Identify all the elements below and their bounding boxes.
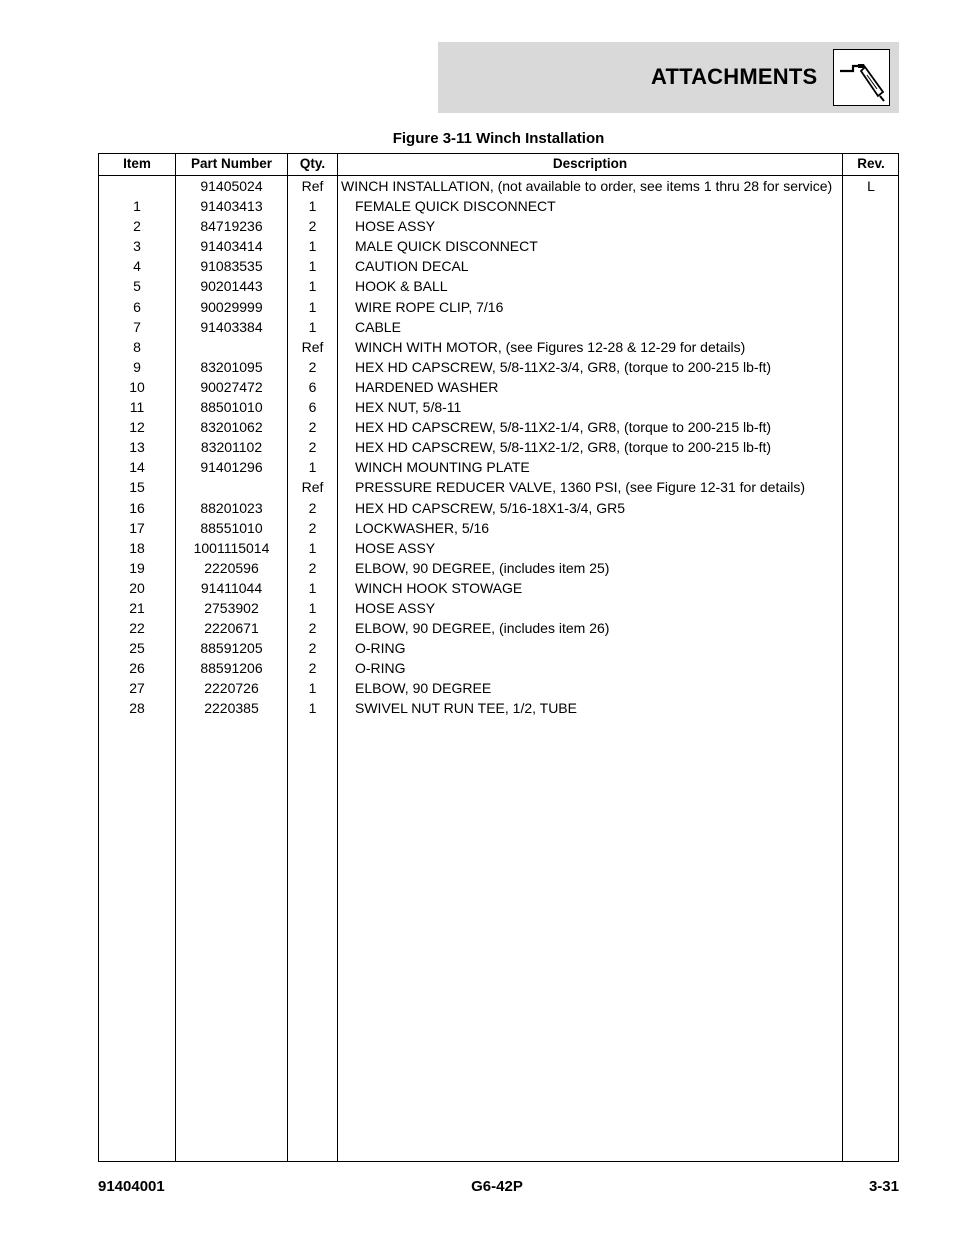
item-cell: 13 <box>129 439 145 456</box>
table-row <box>99 477 898 497</box>
part-number-cell: 88551010 <box>200 519 263 536</box>
table-row <box>99 417 898 437</box>
parts-table <box>98 153 899 1162</box>
qty-cell: 1 <box>308 459 317 476</box>
description-cell: LOCKWASHER, 5/16 <box>355 519 490 536</box>
part-number-cell: 2753902 <box>204 599 259 616</box>
description-cell: WIRE ROPE CLIP, 7/16 <box>355 298 504 315</box>
table-row <box>99 337 898 357</box>
qty-cell: 1 <box>308 579 317 596</box>
table-row <box>99 437 898 457</box>
table-row <box>99 538 898 558</box>
table-body <box>99 176 898 719</box>
table-row <box>99 638 898 658</box>
description-cell: CABLE <box>355 318 401 335</box>
part-number-cell: 84719236 <box>200 218 263 235</box>
part-number-cell: 91405024 <box>200 178 263 194</box>
qty-cell: 2 <box>308 439 317 456</box>
qty-cell: 2 <box>308 640 317 657</box>
table-row <box>99 196 898 216</box>
description-cell: WINCH INSTALLATION, (not available to order, see items 1 thru 28 for service) <box>341 178 833 194</box>
part-number-cell: 88591206 <box>200 660 263 677</box>
item-cell: 2 <box>133 218 141 235</box>
part-number-cell: 2220596 <box>204 559 259 576</box>
item-cell: 21 <box>129 599 145 616</box>
item-cell: 15 <box>129 479 145 496</box>
qty-cell: 2 <box>308 559 317 576</box>
part-number-cell: 83201095 <box>200 358 263 375</box>
part-number-cell: 88591205 <box>200 640 263 657</box>
table-row <box>99 377 898 397</box>
part-number-cell: 2220726 <box>204 680 259 697</box>
item-cell: 28 <box>129 700 145 717</box>
part-number-cell: 88501010 <box>200 399 263 416</box>
table-row <box>99 176 898 196</box>
qty-cell: 1 <box>308 539 317 556</box>
header-item: Item <box>123 156 151 171</box>
section-title: ATTACHMENTS <box>651 64 818 89</box>
description-cell: HEX HD CAPSCREW, 5/8-11X2-1/2, GR8, (torque to 200-215 lb-ft) <box>355 439 772 456</box>
description-cell: WINCH MOUNTING PLATE <box>355 459 530 476</box>
table-row <box>99 518 898 538</box>
part-number-cell: 91403413 <box>200 198 263 215</box>
figure-title: Figure 3-11 Winch Installation <box>392 130 605 147</box>
part-number-cell: 83201062 <box>200 419 263 436</box>
qty-cell: 2 <box>308 660 317 677</box>
footer-model: G6-42P <box>471 1178 523 1195</box>
header-rev: Rev. <box>857 156 885 171</box>
table-row <box>99 698 898 718</box>
item-cell: 8 <box>133 338 141 355</box>
item-cell: 20 <box>129 579 145 596</box>
description-cell: O-RING <box>355 660 406 677</box>
table-row <box>99 678 898 698</box>
table-row <box>99 317 898 337</box>
footer-document-number: 91404001 <box>98 1178 165 1195</box>
description-cell: MALE QUICK DISCONNECT <box>355 238 538 255</box>
qty-cell: 2 <box>308 358 317 375</box>
description-cell: HEX HD CAPSCREW, 5/8-11X2-1/4, GR8, (torque to 200-215 lb-ft) <box>355 419 772 436</box>
welding-torch-icon <box>833 49 890 106</box>
qty-cell: 1 <box>308 258 317 275</box>
description-cell: ELBOW, 90 DEGREE, (includes item 25) <box>355 559 610 576</box>
qty-cell: 2 <box>308 499 317 516</box>
qty-cell: 2 <box>308 419 317 436</box>
part-number-cell: 91403384 <box>200 318 263 335</box>
description-cell: ELBOW, 90 DEGREE <box>355 680 492 697</box>
description-cell: PRESSURE REDUCER VALVE, 1360 PSI, (see Figure 12-31 for details) <box>355 479 805 496</box>
description-cell: SWIVEL NUT RUN TEE, 1/2, TUBE <box>355 700 577 717</box>
part-number-cell: 1001115014 <box>193 539 270 556</box>
item-cell: 10 <box>129 378 145 395</box>
description-cell: HOSE ASSY <box>355 218 436 235</box>
qty-cell: 1 <box>308 599 317 616</box>
item-cell: 12 <box>129 419 145 436</box>
qty-cell: 1 <box>308 198 317 215</box>
qty-cell: 1 <box>308 680 317 697</box>
part-number-cell: 88201023 <box>200 499 263 516</box>
part-number-cell: 91411044 <box>200 579 263 596</box>
header-qty: Qty. <box>299 156 326 171</box>
part-number-cell: 91083535 <box>200 258 263 275</box>
table-row <box>99 256 898 276</box>
part-number-cell: 90029999 <box>200 298 263 315</box>
table-row <box>99 457 898 477</box>
qty-cell: 2 <box>308 620 317 637</box>
description-cell: ELBOW, 90 DEGREE, (includes item 26) <box>355 620 610 637</box>
description-cell: WINCH HOOK STOWAGE <box>355 579 523 596</box>
table-row <box>99 598 898 618</box>
qty-cell: 2 <box>308 519 317 536</box>
qty-cell: 1 <box>308 318 317 335</box>
item-cell: 6 <box>133 298 141 315</box>
description-cell: O-RING <box>355 640 406 657</box>
part-number-cell: 2220385 <box>204 700 259 717</box>
rev-cell: L <box>867 178 875 194</box>
header-description: Description <box>552 156 628 171</box>
description-cell: HOSE ASSY <box>355 539 436 556</box>
qty-cell: Ref <box>301 178 324 194</box>
item-cell: 1 <box>133 198 141 215</box>
item-cell: 11 <box>129 399 145 416</box>
item-cell: 17 <box>129 519 145 536</box>
footer-page-number: 3-31 <box>868 1178 899 1195</box>
description-cell: HOSE ASSY <box>355 599 436 616</box>
qty-cell: 1 <box>308 298 317 315</box>
table-row <box>99 297 898 317</box>
part-number-cell: 2220671 <box>204 620 259 637</box>
qty-cell: Ref <box>301 479 324 496</box>
description-cell: WINCH WITH MOTOR, (see Figures 12-28 & 12-29 for details) <box>355 338 746 355</box>
table-row <box>99 236 898 256</box>
header-part-number: Part Number <box>190 156 273 171</box>
item-cell: 9 <box>133 358 141 375</box>
part-number-cell: 91403414 <box>200 238 263 255</box>
table-row <box>99 276 898 296</box>
item-cell: 19 <box>129 559 145 576</box>
part-number-cell: 83201102 <box>200 439 263 456</box>
description-cell: HEX HD CAPSCREW, 5/8-11X2-3/4, GR8, (torque to 200-215 lb-ft) <box>355 358 772 375</box>
table-row <box>99 578 898 598</box>
description-cell: FEMALE QUICK DISCONNECT <box>355 198 556 215</box>
qty-cell: Ref <box>301 338 324 355</box>
description-cell: HEX HD CAPSCREW, 5/16-18X1-3/4, GR5 <box>355 499 625 516</box>
description-cell: CAUTION DECAL <box>355 258 469 275</box>
description-cell: HOOK & BALL <box>355 278 448 295</box>
part-number-cell: 90201443 <box>200 278 263 295</box>
item-cell: 26 <box>129 660 145 677</box>
table-row <box>99 658 898 678</box>
description-cell: HARDENED WASHER <box>355 378 499 395</box>
item-cell: 16 <box>129 499 145 516</box>
qty-cell: 1 <box>308 700 317 717</box>
qty-cell: 6 <box>308 378 317 395</box>
item-cell: 7 <box>133 318 141 335</box>
table-row <box>99 618 898 638</box>
table-row <box>99 357 898 377</box>
item-cell: 14 <box>129 459 145 476</box>
description-cell: HEX NUT, 5/8-11 <box>355 399 462 416</box>
table-row <box>99 397 898 417</box>
table-row <box>99 558 898 578</box>
item-cell: 18 <box>129 539 145 556</box>
item-cell: 5 <box>133 278 141 295</box>
table-row <box>99 498 898 518</box>
item-cell: 22 <box>129 620 145 637</box>
qty-cell: 1 <box>308 238 317 255</box>
qty-cell: 1 <box>308 278 317 295</box>
item-cell: 25 <box>129 640 145 657</box>
qty-cell: 6 <box>308 399 317 416</box>
item-cell: 27 <box>129 680 145 697</box>
part-number-cell: 90027472 <box>200 378 263 395</box>
item-cell: 4 <box>133 258 141 275</box>
item-cell: 3 <box>133 238 141 255</box>
qty-cell: 2 <box>308 218 317 235</box>
table-row <box>99 216 898 236</box>
part-number-cell: 91401296 <box>200 459 263 476</box>
